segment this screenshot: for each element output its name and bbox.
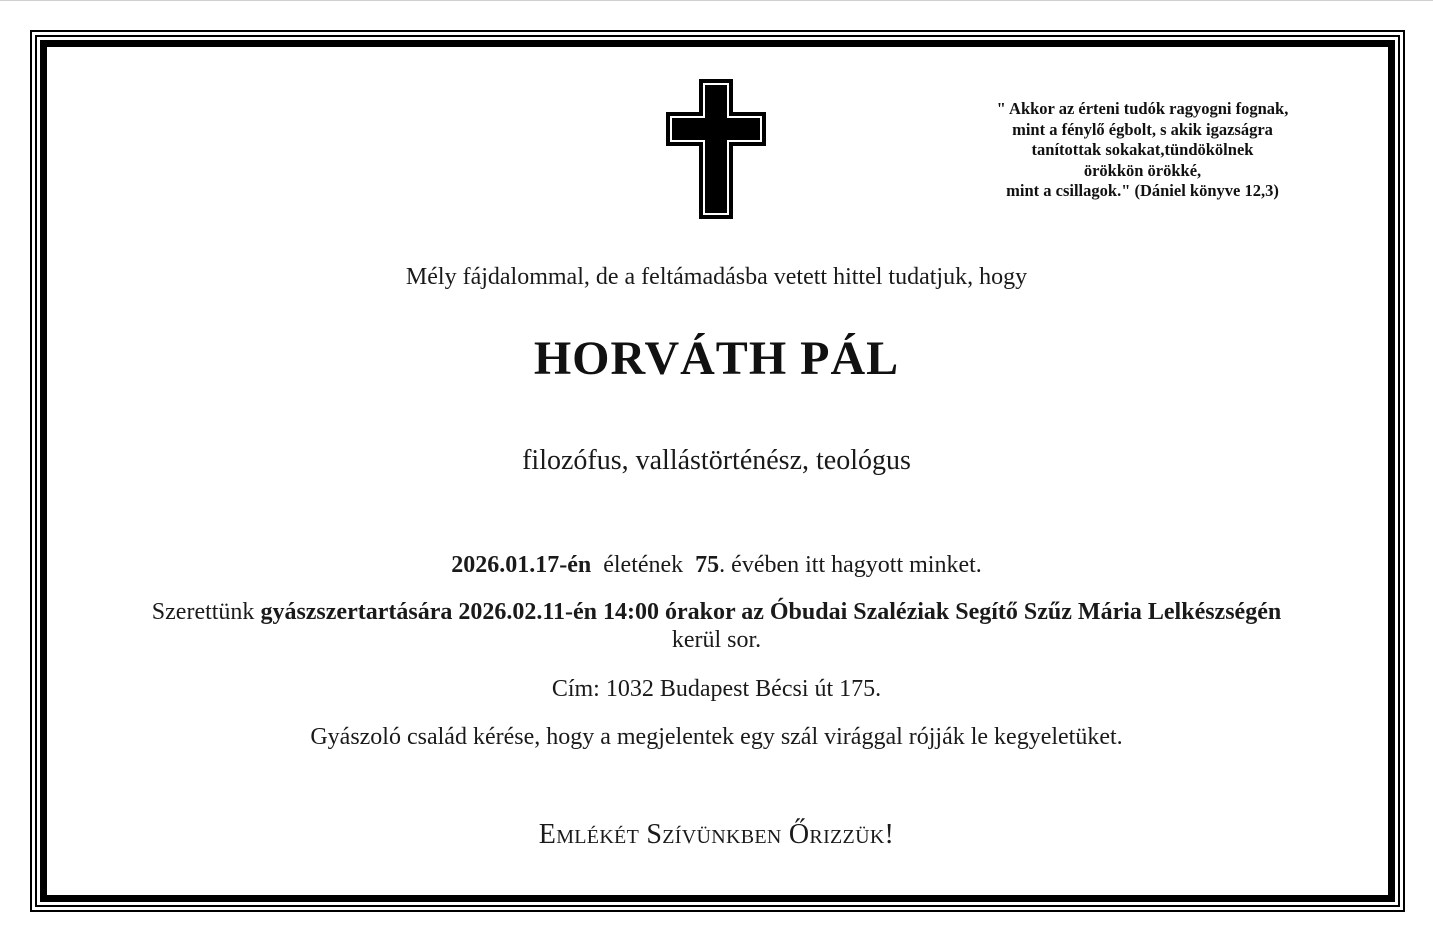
intro-text: Mély fájdalommal, de a feltámadásba vetett hittel tudatjuk, hogy: [405, 264, 1028, 290]
bible-quote: [940, 99, 1345, 202]
ceremony-prefix: Szerettünk: [151, 599, 255, 625]
ceremony-suffix: kerül sor.: [671, 627, 762, 653]
death-date: 2026.01.17-én: [451, 552, 592, 578]
death-text-after-age: . évében itt hagyott minket.: [719, 552, 982, 578]
quote-line: mint a fénylő égbolt, s akik igazságra: [1012, 119, 1273, 139]
address-text: Cím: 1032 Budapest Bécsi út 175.: [551, 676, 882, 702]
quote-line: tanítottak sokakat,tündökölnek: [1031, 140, 1254, 159]
closing-phrase: Emlékét Szívünkben Őrizzük!: [538, 819, 895, 850]
quote-line: " Akkor az érteni tudók ragyogni fognak,: [996, 99, 1289, 118]
ceremony-bold-text: gyászszertartására 2026.02.11-én 14:00 órakor az Óbudai Szaléziak Segítő Szűz Mária Lelkészségén: [260, 599, 1282, 625]
profession-text: filozófus, vallástörténész, teológus: [522, 445, 911, 476]
page-top-rule: [0, 0, 1433, 1]
death-notice-line: [0, 549, 1433, 581]
quote-line: mint a csillagok." (Dániel könyve 12,3): [1006, 181, 1279, 200]
ceremony-details: [140, 598, 1293, 654]
quote-line: örökkön örökké,: [1083, 160, 1202, 180]
death-text-before-age: életének: [603, 552, 684, 578]
family-request-text: Gyászoló család kérése, hogy a megjelentek egy szál virággal rójják le kegyeletüket.: [310, 724, 1123, 750]
death-age: 75: [695, 552, 720, 578]
deceased-name: HORVÁTH PÁL: [533, 332, 900, 385]
cross-icon: [665, 78, 767, 220]
